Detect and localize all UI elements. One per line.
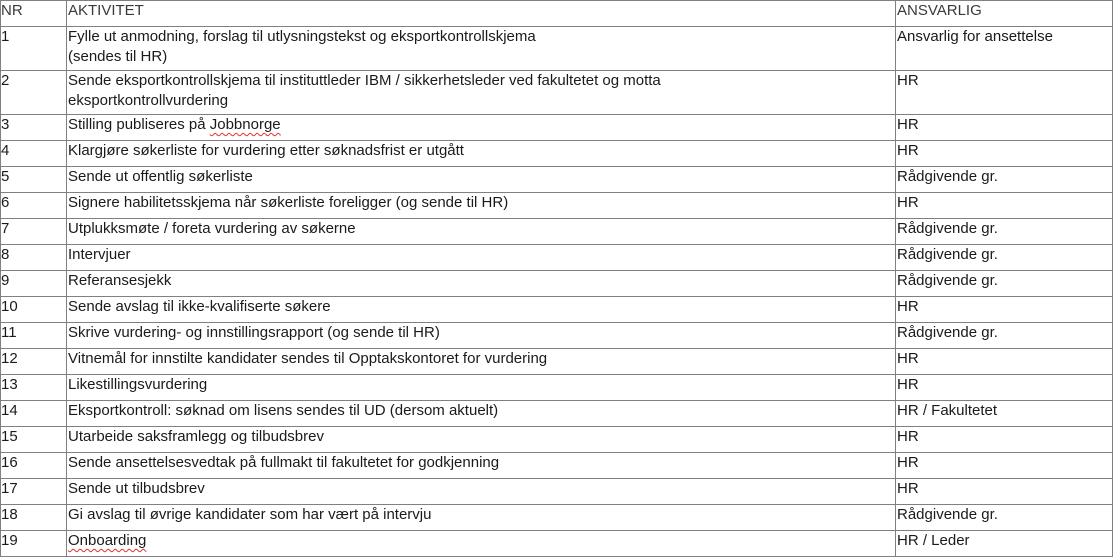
table-row: [1, 349, 1113, 375]
row-number: 2: [1, 71, 67, 115]
responsible-cell[interactable]: Rådgivende gr.: [896, 505, 1113, 531]
responsible-cell[interactable]: HR / Fakultetet: [896, 401, 1113, 427]
table-row: [1, 427, 1113, 453]
activity-cell[interactable]: [67, 71, 896, 115]
row-number: 9: [1, 271, 67, 297]
responsible-cell[interactable]: Rådgivende gr.: [896, 271, 1113, 297]
responsible-cell[interactable]: Rådgivende gr.: [896, 167, 1113, 193]
row-number: 6: [1, 193, 67, 219]
row-number: 14: [1, 401, 67, 427]
activity-cell[interactable]: [67, 531, 896, 557]
row-number: 19: [1, 531, 67, 557]
table-row: [1, 219, 1113, 245]
table-row: [1, 375, 1113, 401]
header-activity: AKTIVITET: [67, 1, 896, 27]
activity-cell[interactable]: Utarbeide saksframlegg og tilbudsbrev: [67, 427, 896, 453]
header-nr: NR: [1, 1, 67, 27]
activity-text-line2: eksportkontrollvurdering: [68, 92, 229, 109]
table-row: [1, 167, 1113, 193]
activity-cell[interactable]: Klargjøre søkerliste for vurdering etter søknadsfrist er utgått: [67, 141, 896, 167]
header-responsible: ANSVARLIG: [896, 1, 1113, 27]
responsible-cell[interactable]: HR: [896, 479, 1113, 505]
table-row: [1, 531, 1113, 557]
responsible-cell[interactable]: HR: [896, 297, 1113, 323]
responsible-cell[interactable]: HR: [896, 453, 1113, 479]
row-number: 5: [1, 167, 67, 193]
table-row: [1, 27, 1113, 71]
responsible-cell[interactable]: Rådgivende gr.: [896, 219, 1113, 245]
table-row: [1, 193, 1113, 219]
row-number: 10: [1, 297, 67, 323]
table-row: [1, 271, 1113, 297]
activity-cell[interactable]: Skrive vurdering- og innstillingsrapport (og sende til HR): [67, 323, 896, 349]
activity-cell[interactable]: Eksportkontroll: søknad om lisens sendes til UD (dersom aktuelt): [67, 401, 896, 427]
spellcheck-flagged-word: Onboarding: [68, 532, 147, 549]
responsible-cell[interactable]: HR: [896, 115, 1113, 141]
activity-cell[interactable]: Signere habilitetsskjema når søkerliste foreligger (og sende til HR): [67, 193, 896, 219]
table-row: [1, 71, 1113, 115]
table-row: [1, 141, 1113, 167]
activity-text-line1: Fylle ut anmodning, forslag til utlysningstekst og eksportkontrollskjema: [68, 28, 536, 45]
activity-cell[interactable]: Likestillingsvurdering: [67, 375, 896, 401]
activity-cell[interactable]: Sende ut offentlig søkerliste: [67, 167, 896, 193]
activity-cell[interactable]: Vitnemål for innstilte kandidater sendes til Opptakskontoret for vurdering: [67, 349, 896, 375]
responsible-cell[interactable]: HR: [896, 141, 1113, 167]
table-row: [1, 453, 1113, 479]
table-row: [1, 505, 1113, 531]
table-row: [1, 115, 1113, 141]
activity-text-line2: (sendes til HR): [68, 48, 168, 65]
responsible-cell[interactable]: Rådgivende gr.: [896, 245, 1113, 271]
responsible-cell[interactable]: Rådgivende gr.: [896, 323, 1113, 349]
row-number: 11: [1, 323, 67, 349]
activity-cell[interactable]: Sende ut tilbudsbrev: [67, 479, 896, 505]
responsible-cell[interactable]: HR: [896, 375, 1113, 401]
responsible-cell[interactable]: HR / Leder: [896, 531, 1113, 557]
table-row: [1, 401, 1113, 427]
activity-cell[interactable]: Intervjuer: [67, 245, 896, 271]
row-number: 17: [1, 479, 67, 505]
activity-cell[interactable]: Sende ansettelsesvedtak på fullmakt til fakultetet for godkjenning: [67, 453, 896, 479]
activity-cell[interactable]: Gi avslag til øvrige kandidater som har vært på intervju: [67, 505, 896, 531]
table-row: [1, 323, 1113, 349]
row-number: 4: [1, 141, 67, 167]
responsible-cell[interactable]: Ansvarlig for ansettelse: [896, 27, 1113, 71]
row-number: 15: [1, 427, 67, 453]
row-number: 16: [1, 453, 67, 479]
responsible-cell[interactable]: HR: [896, 193, 1113, 219]
table-row: [1, 479, 1113, 505]
responsible-cell[interactable]: HR: [896, 427, 1113, 453]
responsible-cell[interactable]: HR: [896, 349, 1113, 375]
activity-cell[interactable]: Referansesjekk: [67, 271, 896, 297]
activity-cell[interactable]: [67, 115, 896, 141]
activity-text-line1: Sende eksportkontrollskjema til instituttleder IBM / sikkerhetsleder ved fakultetet og motta: [68, 72, 661, 89]
table-row: [1, 245, 1113, 271]
header-row: [1, 1, 1113, 27]
spellcheck-flagged-word: Jobbnorge: [209, 116, 281, 133]
row-number: 3: [1, 115, 67, 141]
activity-cell[interactable]: Sende avslag til ikke-kvalifiserte søkere: [67, 297, 896, 323]
row-number: 1: [1, 27, 67, 71]
activity-cell[interactable]: Utplukksmøte / foreta vurdering av søkerne: [67, 219, 896, 245]
row-number: 13: [1, 375, 67, 401]
row-number: 18: [1, 505, 67, 531]
activity-text: Stilling publiseres på: [68, 116, 210, 133]
row-number: 12: [1, 349, 67, 375]
activity-cell[interactable]: [67, 27, 896, 71]
row-number: 8: [1, 245, 67, 271]
row-number: 7: [1, 219, 67, 245]
table-row: [1, 297, 1113, 323]
responsible-cell[interactable]: HR: [896, 71, 1113, 115]
